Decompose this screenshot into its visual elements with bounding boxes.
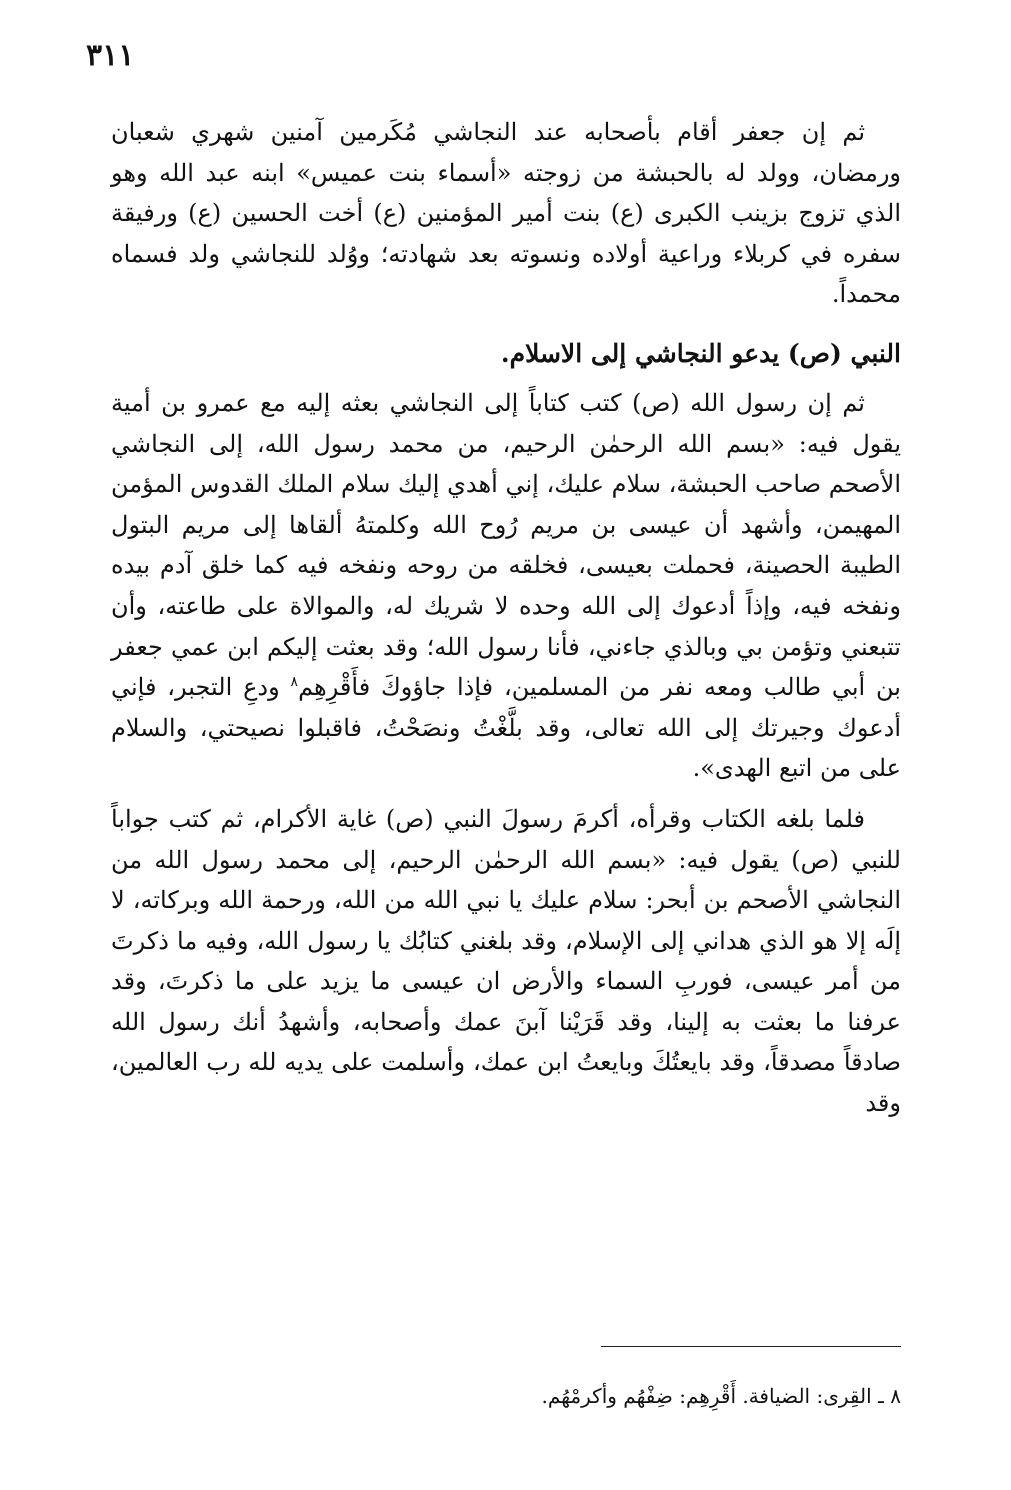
spacer <box>111 315 901 325</box>
footnote-divider <box>601 1346 901 1347</box>
page-number: ٣١١ <box>86 38 135 73</box>
letter-text-part-1: ثم إن رسول الله (ص) كتب كتاباً إلى النجاشي بعثه إليه مع عمرو بن أمية يقول فيه: «بسم الله الرحمٰن الرحيم، من محمد رسول الله، إلى النجاشي الأصحم صاحب الحبشة، سلام عليك، إني أهدي إليك سلام الملك القدوس المؤمن المهيمن، وأشهد أن عيسى بن مريم رُوح الله وكلمتهُ ألقاها إلى مريم البتول الطيبة الحصينة، فحملت بعيسى، فخلقه من روحه ونفخه فيه كما خلق آدم بيده ونفخه فيه، وإذاً أدعوك إلى الله وحده لا شريك له، والموالاة على طاعته، وأن تتبعني وتؤمن بي وبالذي جاءني، فأنا رسول الله؛ وقد بعثت إليكم ابن عمي جعفر بن أبي طالب ومعه نفر من المسلمين، فإذا جاؤوكَ فأَقْرِهِم <box>111 388 901 702</box>
footnote-reference[interactable]: ٨ <box>290 674 299 691</box>
paragraph-najashi-reply: فلما بلغه الكتاب وقرأه، أكرمَ رسولَ النبي (ص) غاية الأكرام، ثم كتب جواباً للنبي (ص) يقول فيه: «بسم الله الرحمٰن الرحيم، إلى محمد رسول الله من النجاشي الأصحم بن أبحر: سلام عليك يا نبي الله من الله، ورحمة الله وبركاته، لا إلَه إلا هو الذي هداني إلى الإسلام، وقد بلغني كتابُك يا رسول الله، وفيه ما ذكرتَ من أمر عيسى، فوربِ السماء والأرض ان عيسى ما يزيد على ما ذكرتَ، وقد عرفنا ما بعثت به إلينا، وقد قَرَيْنا آبنَ عمك وأصحابه، وأشهدُ أنك رسول الله صادقاً مصدقاً، وقد بايعتُكَ وبايعتُ ابن عمك، وأسلمت على يديه لله رب العالمين، وقد <box>111 804 901 1118</box>
section-heading: النبي (ص) يدعو النجاشي إلى الاسلام. <box>500 338 901 368</box>
footnote: ٨ ـ القِرى: الضيافة. أَقْرِهِم: ضِفْهُم وأكرمْهُم. <box>541 1384 901 1408</box>
spacer <box>111 789 901 799</box>
paragraph-jafar-stay: ثم إن جعفر أقام بأصحابه عند النجاشي مُكَرمين آمنين شهري شعبان ورمضان، وولد له بالحبشة من زوجته «أسماء بنت عميس» ابنه عبد الله وهو الذي تزوج بزينب الكبرى (ع) بنت أمير المؤمنين (ع) أخت الحسين (ع) ورفيقة سفره في كربلاء وراعية أولاده ونسوته بعد شهادته؛ ووُلد للنجاشي ولد فسماه محمداً. <box>111 118 901 309</box>
main-text <box>111 112 901 1124</box>
letter-text-part-2: ودعِ التجبر، فإني أدعوك وجيرتك إلى الله تعالى، وقد بلَّغْتُ ونصَحْتُ، فاقبلوا نصيحتي، والسلام على من اتبع الهدى». <box>111 673 902 783</box>
paragraph-prophet-letter <box>111 383 901 789</box>
